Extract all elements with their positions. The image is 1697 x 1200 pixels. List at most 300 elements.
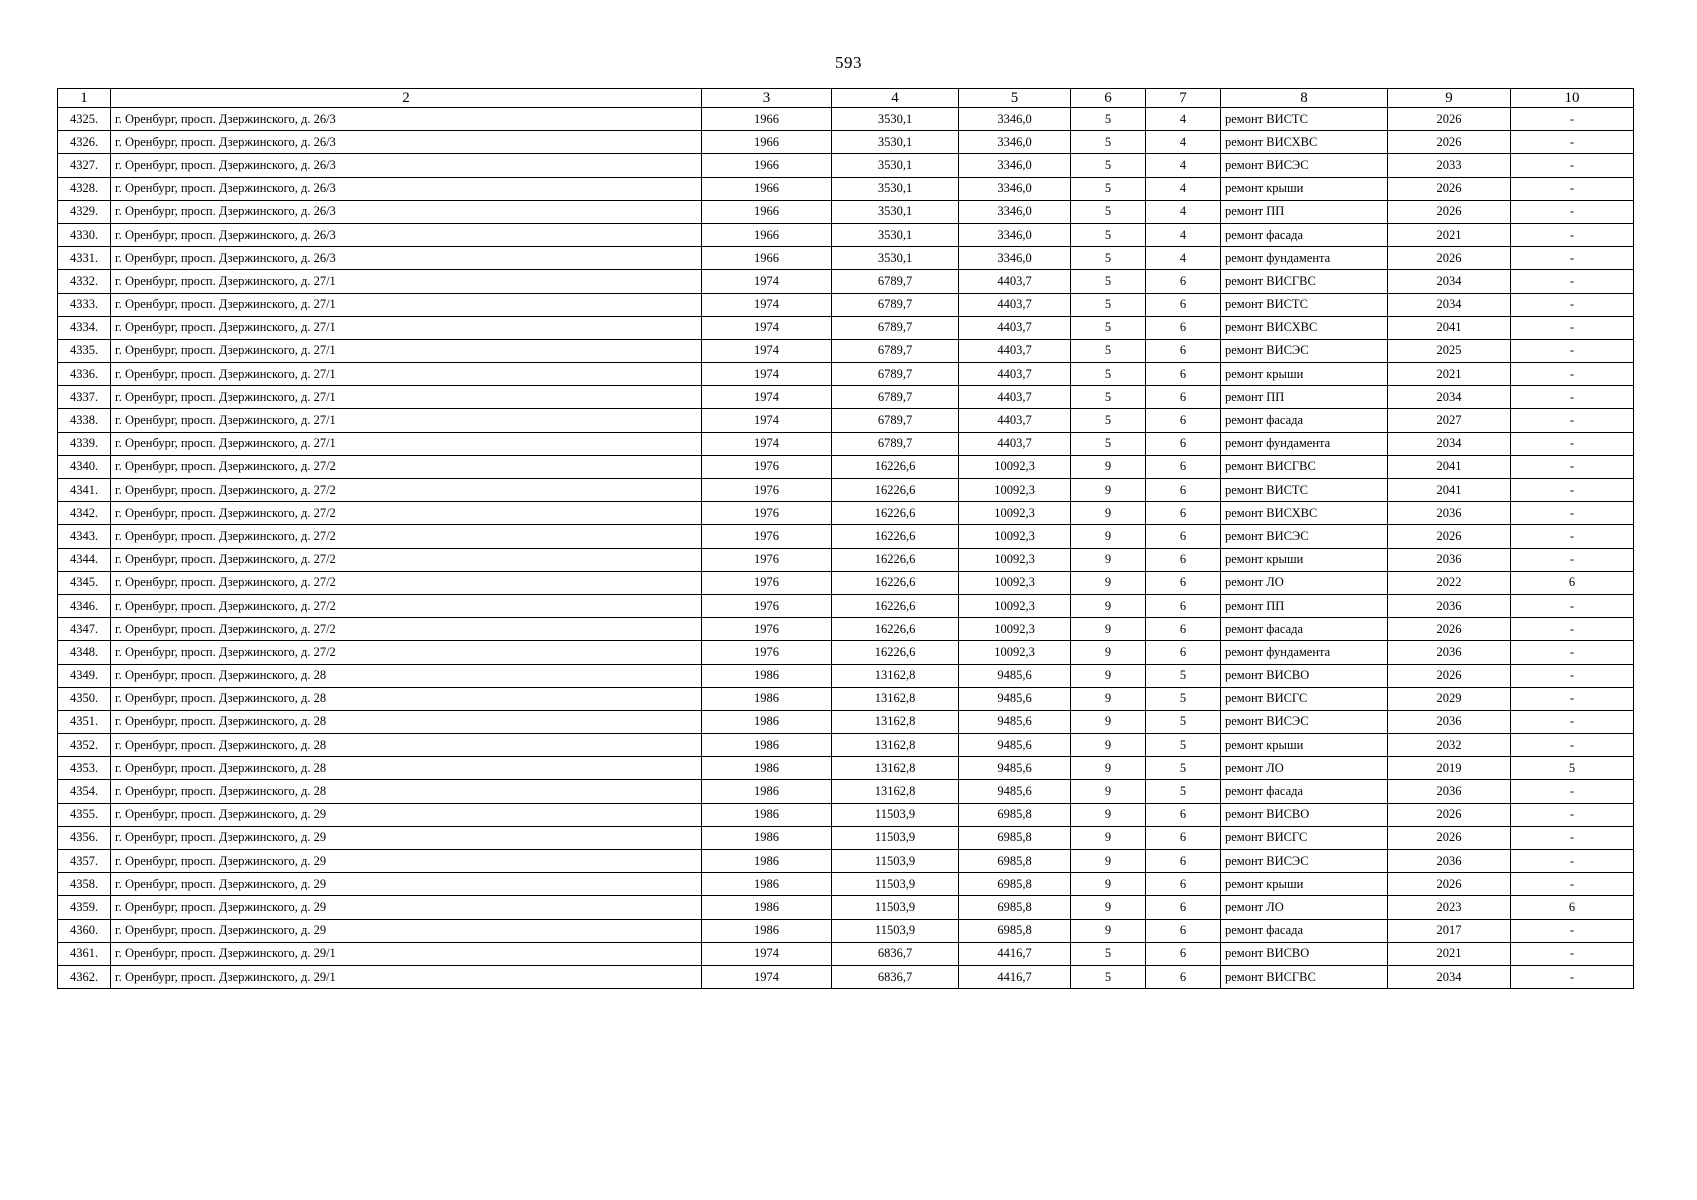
cell-total-area: 16226,6 xyxy=(832,594,959,617)
cell-floors: 9 xyxy=(1071,826,1146,849)
cell-floors: 5 xyxy=(1071,432,1146,455)
cell-plan-year: 2027 xyxy=(1388,409,1511,432)
cell-work-type: ремонт фундамента xyxy=(1221,641,1388,664)
cell-build-year: 1986 xyxy=(702,826,832,849)
cell-row-number: 4329. xyxy=(58,200,111,223)
cell-row-number: 4343. xyxy=(58,525,111,548)
table-row xyxy=(58,757,1634,780)
cell-floors: 5 xyxy=(1071,108,1146,131)
cell-plan-year: 2034 xyxy=(1388,965,1511,988)
cell-address: г. Оренбург, просп. Дзержинского, д. 27/2 xyxy=(111,618,702,641)
table-row xyxy=(58,942,1634,965)
cell-address: г. Оренбург, просп. Дзержинского, д. 27/2 xyxy=(111,571,702,594)
cell-living-area: 4403,7 xyxy=(959,409,1071,432)
cell-row-number: 4339. xyxy=(58,432,111,455)
cell-address: г. Оренбург, просп. Дзержинского, д. 27/2 xyxy=(111,525,702,548)
cell-address: г. Оренбург, просп. Дзержинского, д. 26/3 xyxy=(111,177,702,200)
cell-entrances: 6 xyxy=(1146,850,1221,873)
cell-build-year: 1986 xyxy=(702,780,832,803)
cell-elevators: - xyxy=(1511,316,1634,339)
cell-floors: 9 xyxy=(1071,687,1146,710)
cell-entrances: 4 xyxy=(1146,223,1221,246)
cell-elevators: - xyxy=(1511,154,1634,177)
cell-address: г. Оренбург, просп. Дзержинского, д. 29 xyxy=(111,826,702,849)
cell-entrances: 5 xyxy=(1146,734,1221,757)
cell-row-number: 4350. xyxy=(58,687,111,710)
header-col-elevators: 10 xyxy=(1511,89,1634,108)
cell-build-year: 1974 xyxy=(702,363,832,386)
cell-elevators: - xyxy=(1511,734,1634,757)
cell-elevators: 6 xyxy=(1511,571,1634,594)
cell-total-area: 11503,9 xyxy=(832,803,959,826)
cell-row-number: 4332. xyxy=(58,270,111,293)
cell-address: г. Оренбург, просп. Дзержинского, д. 27/1 xyxy=(111,432,702,455)
table-row xyxy=(58,200,1634,223)
cell-plan-year: 2036 xyxy=(1388,594,1511,617)
cell-work-type: ремонт ПП xyxy=(1221,386,1388,409)
cell-row-number: 4348. xyxy=(58,641,111,664)
cell-living-area: 3346,0 xyxy=(959,131,1071,154)
cell-living-area: 10092,3 xyxy=(959,479,1071,502)
cell-row-number: 4358. xyxy=(58,873,111,896)
cell-entrances: 6 xyxy=(1146,618,1221,641)
cell-entrances: 5 xyxy=(1146,710,1221,733)
cell-elevators: - xyxy=(1511,177,1634,200)
cell-floors: 5 xyxy=(1071,386,1146,409)
cell-work-type: ремонт ЛО xyxy=(1221,757,1388,780)
cell-living-area: 6985,8 xyxy=(959,850,1071,873)
cell-elevators: - xyxy=(1511,270,1634,293)
cell-plan-year: 2019 xyxy=(1388,757,1511,780)
table-row xyxy=(58,502,1634,525)
cell-plan-year: 2034 xyxy=(1388,270,1511,293)
cell-row-number: 4336. xyxy=(58,363,111,386)
cell-floors: 9 xyxy=(1071,803,1146,826)
cell-work-type: ремонт ВИСХВС xyxy=(1221,131,1388,154)
cell-floors: 9 xyxy=(1071,664,1146,687)
cell-plan-year: 2041 xyxy=(1388,455,1511,478)
cell-plan-year: 2017 xyxy=(1388,919,1511,942)
cell-elevators: - xyxy=(1511,502,1634,525)
cell-elevators: - xyxy=(1511,108,1634,131)
cell-elevators: - xyxy=(1511,873,1634,896)
cell-address: г. Оренбург, просп. Дзержинского, д. 27/1 xyxy=(111,293,702,316)
cell-living-area: 10092,3 xyxy=(959,618,1071,641)
cell-row-number: 4340. xyxy=(58,455,111,478)
table-row xyxy=(58,965,1634,988)
cell-plan-year: 2025 xyxy=(1388,339,1511,362)
cell-work-type: ремонт ВИСТС xyxy=(1221,108,1388,131)
cell-entrances: 6 xyxy=(1146,293,1221,316)
table-row xyxy=(58,687,1634,710)
cell-elevators: - xyxy=(1511,200,1634,223)
cell-entrances: 6 xyxy=(1146,270,1221,293)
cell-work-type: ремонт фасада xyxy=(1221,618,1388,641)
cell-entrances: 4 xyxy=(1146,131,1221,154)
cell-elevators: - xyxy=(1511,247,1634,270)
cell-plan-year: 2036 xyxy=(1388,850,1511,873)
repair-schedule-table xyxy=(57,88,1634,989)
cell-entrances: 6 xyxy=(1146,803,1221,826)
cell-floors: 5 xyxy=(1071,293,1146,316)
cell-work-type: ремонт ВИСЭС xyxy=(1221,710,1388,733)
table-row xyxy=(58,826,1634,849)
cell-entrances: 6 xyxy=(1146,316,1221,339)
cell-total-area: 13162,8 xyxy=(832,757,959,780)
cell-work-type: ремонт ЛО xyxy=(1221,896,1388,919)
cell-work-type: ремонт ВИСГС xyxy=(1221,826,1388,849)
table-row xyxy=(58,479,1634,502)
cell-row-number: 4330. xyxy=(58,223,111,246)
cell-address: г. Оренбург, просп. Дзержинского, д. 29 xyxy=(111,850,702,873)
cell-plan-year: 2026 xyxy=(1388,803,1511,826)
cell-entrances: 5 xyxy=(1146,687,1221,710)
cell-row-number: 4337. xyxy=(58,386,111,409)
cell-row-number: 4362. xyxy=(58,965,111,988)
cell-total-area: 6789,7 xyxy=(832,386,959,409)
cell-work-type: ремонт ВИСВО xyxy=(1221,803,1388,826)
cell-address: г. Оренбург, просп. Дзержинского, д. 29 xyxy=(111,896,702,919)
cell-row-number: 4346. xyxy=(58,594,111,617)
cell-address: г. Оренбург, просп. Дзержинского, д. 27/1 xyxy=(111,386,702,409)
cell-living-area: 6985,8 xyxy=(959,803,1071,826)
cell-living-area: 6985,8 xyxy=(959,896,1071,919)
cell-living-area: 3346,0 xyxy=(959,247,1071,270)
cell-entrances: 6 xyxy=(1146,525,1221,548)
table-row xyxy=(58,873,1634,896)
cell-elevators: - xyxy=(1511,548,1634,571)
table-body xyxy=(58,108,1634,989)
cell-build-year: 1986 xyxy=(702,850,832,873)
cell-plan-year: 2023 xyxy=(1388,896,1511,919)
cell-work-type: ремонт фасада xyxy=(1221,409,1388,432)
cell-address: г. Оренбург, просп. Дзержинского, д. 29/1 xyxy=(111,965,702,988)
table-row xyxy=(58,363,1634,386)
cell-floors: 9 xyxy=(1071,896,1146,919)
cell-address: г. Оренбург, просп. Дзержинского, д. 27/1 xyxy=(111,339,702,362)
cell-build-year: 1976 xyxy=(702,618,832,641)
cell-work-type: ремонт ПП xyxy=(1221,594,1388,617)
cell-total-area: 13162,8 xyxy=(832,710,959,733)
cell-elevators: - xyxy=(1511,432,1634,455)
cell-elevators: - xyxy=(1511,618,1634,641)
cell-elevators: - xyxy=(1511,386,1634,409)
cell-floors: 5 xyxy=(1071,200,1146,223)
table-row xyxy=(58,131,1634,154)
cell-entrances: 6 xyxy=(1146,594,1221,617)
cell-build-year: 1974 xyxy=(702,965,832,988)
cell-work-type: ремонт фундамента xyxy=(1221,247,1388,270)
cell-work-type: ремонт ВИСГВС xyxy=(1221,455,1388,478)
header-col-living-area: 5 xyxy=(959,89,1071,108)
table-row xyxy=(58,734,1634,757)
cell-floors: 9 xyxy=(1071,757,1146,780)
cell-work-type: ремонт ВИСЭС xyxy=(1221,154,1388,177)
cell-floors: 9 xyxy=(1071,734,1146,757)
cell-floors: 5 xyxy=(1071,154,1146,177)
cell-total-area: 3530,1 xyxy=(832,200,959,223)
cell-entrances: 5 xyxy=(1146,664,1221,687)
cell-address: г. Оренбург, просп. Дзержинского, д. 28 xyxy=(111,664,702,687)
cell-elevators: - xyxy=(1511,339,1634,362)
cell-work-type: ремонт ВИСЭС xyxy=(1221,339,1388,362)
cell-plan-year: 2036 xyxy=(1388,548,1511,571)
cell-plan-year: 2026 xyxy=(1388,664,1511,687)
cell-build-year: 1976 xyxy=(702,502,832,525)
cell-floors: 5 xyxy=(1071,223,1146,246)
cell-total-area: 6789,7 xyxy=(832,270,959,293)
cell-row-number: 4325. xyxy=(58,108,111,131)
cell-elevators: - xyxy=(1511,594,1634,617)
table-row xyxy=(58,710,1634,733)
cell-living-area: 9485,6 xyxy=(959,710,1071,733)
cell-living-area: 3346,0 xyxy=(959,200,1071,223)
cell-total-area: 13162,8 xyxy=(832,687,959,710)
cell-elevators: - xyxy=(1511,687,1634,710)
cell-floors: 9 xyxy=(1071,710,1146,733)
cell-total-area: 3530,1 xyxy=(832,223,959,246)
cell-floors: 5 xyxy=(1071,409,1146,432)
cell-living-area: 4403,7 xyxy=(959,432,1071,455)
cell-build-year: 1986 xyxy=(702,710,832,733)
table-row xyxy=(58,409,1634,432)
cell-row-number: 4333. xyxy=(58,293,111,316)
cell-total-area: 16226,6 xyxy=(832,548,959,571)
cell-total-area: 3530,1 xyxy=(832,247,959,270)
cell-total-area: 6789,7 xyxy=(832,316,959,339)
cell-build-year: 1974 xyxy=(702,293,832,316)
cell-plan-year: 2029 xyxy=(1388,687,1511,710)
cell-total-area: 6789,7 xyxy=(832,363,959,386)
cell-address: г. Оренбург, просп. Дзержинского, д. 26/3 xyxy=(111,154,702,177)
cell-build-year: 1974 xyxy=(702,432,832,455)
cell-entrances: 6 xyxy=(1146,502,1221,525)
cell-plan-year: 2032 xyxy=(1388,734,1511,757)
cell-living-area: 9485,6 xyxy=(959,687,1071,710)
cell-total-area: 6789,7 xyxy=(832,432,959,455)
cell-entrances: 6 xyxy=(1146,826,1221,849)
cell-total-area: 6836,7 xyxy=(832,942,959,965)
cell-work-type: ремонт крыши xyxy=(1221,734,1388,757)
cell-row-number: 4345. xyxy=(58,571,111,594)
cell-row-number: 4355. xyxy=(58,803,111,826)
cell-build-year: 1976 xyxy=(702,641,832,664)
cell-build-year: 1974 xyxy=(702,409,832,432)
cell-row-number: 4327. xyxy=(58,154,111,177)
table-row xyxy=(58,664,1634,687)
cell-plan-year: 2036 xyxy=(1388,780,1511,803)
cell-build-year: 1986 xyxy=(702,734,832,757)
cell-work-type: ремонт ВИСТС xyxy=(1221,479,1388,502)
table-row xyxy=(58,339,1634,362)
cell-work-type: ремонт ВИСГС xyxy=(1221,687,1388,710)
cell-elevators: - xyxy=(1511,826,1634,849)
table-row xyxy=(58,293,1634,316)
cell-floors: 5 xyxy=(1071,177,1146,200)
table-row xyxy=(58,386,1634,409)
cell-entrances: 4 xyxy=(1146,154,1221,177)
table-row xyxy=(58,641,1634,664)
cell-address: г. Оренбург, просп. Дзержинского, д. 29 xyxy=(111,919,702,942)
cell-row-number: 4342. xyxy=(58,502,111,525)
cell-living-area: 10092,3 xyxy=(959,525,1071,548)
cell-entrances: 4 xyxy=(1146,247,1221,270)
cell-living-area: 9485,6 xyxy=(959,734,1071,757)
cell-work-type: ремонт ВИСХВС xyxy=(1221,502,1388,525)
cell-address: г. Оренбург, просп. Дзержинского, д. 27/2 xyxy=(111,502,702,525)
cell-row-number: 4359. xyxy=(58,896,111,919)
cell-elevators: - xyxy=(1511,803,1634,826)
cell-row-number: 4328. xyxy=(58,177,111,200)
cell-build-year: 1976 xyxy=(702,594,832,617)
cell-floors: 5 xyxy=(1071,339,1146,362)
cell-elevators: - xyxy=(1511,223,1634,246)
cell-plan-year: 2036 xyxy=(1388,710,1511,733)
cell-elevators: - xyxy=(1511,780,1634,803)
cell-living-area: 6985,8 xyxy=(959,826,1071,849)
cell-entrances: 6 xyxy=(1146,641,1221,664)
table-row xyxy=(58,247,1634,270)
table-row xyxy=(58,919,1634,942)
cell-address: г. Оренбург, просп. Дзержинского, д. 26/3 xyxy=(111,131,702,154)
cell-total-area: 11503,9 xyxy=(832,896,959,919)
cell-floors: 5 xyxy=(1071,131,1146,154)
cell-total-area: 3530,1 xyxy=(832,177,959,200)
cell-elevators: - xyxy=(1511,919,1634,942)
cell-build-year: 1966 xyxy=(702,108,832,131)
cell-total-area: 11503,9 xyxy=(832,919,959,942)
cell-build-year: 1974 xyxy=(702,316,832,339)
cell-address: г. Оренбург, просп. Дзержинского, д. 28 xyxy=(111,734,702,757)
cell-build-year: 1986 xyxy=(702,803,832,826)
cell-row-number: 4352. xyxy=(58,734,111,757)
cell-build-year: 1966 xyxy=(702,223,832,246)
cell-living-area: 10092,3 xyxy=(959,571,1071,594)
cell-build-year: 1966 xyxy=(702,131,832,154)
cell-address: г. Оренбург, просп. Дзержинского, д. 27/1 xyxy=(111,363,702,386)
cell-plan-year: 2022 xyxy=(1388,571,1511,594)
cell-row-number: 4360. xyxy=(58,919,111,942)
cell-elevators: - xyxy=(1511,942,1634,965)
table-row xyxy=(58,316,1634,339)
cell-living-area: 3346,0 xyxy=(959,108,1071,131)
cell-living-area: 4403,7 xyxy=(959,363,1071,386)
cell-total-area: 16226,6 xyxy=(832,525,959,548)
cell-floors: 9 xyxy=(1071,850,1146,873)
cell-living-area: 4403,7 xyxy=(959,339,1071,362)
cell-plan-year: 2021 xyxy=(1388,942,1511,965)
cell-elevators: - xyxy=(1511,525,1634,548)
cell-elevators: 6 xyxy=(1511,896,1634,919)
cell-row-number: 4334. xyxy=(58,316,111,339)
table-row xyxy=(58,594,1634,617)
cell-address: г. Оренбург, просп. Дзержинского, д. 28 xyxy=(111,780,702,803)
cell-work-type: ремонт фасада xyxy=(1221,223,1388,246)
cell-entrances: 6 xyxy=(1146,339,1221,362)
table-row xyxy=(58,154,1634,177)
cell-row-number: 4338. xyxy=(58,409,111,432)
cell-entrances: 6 xyxy=(1146,479,1221,502)
cell-entrances: 6 xyxy=(1146,919,1221,942)
cell-plan-year: 2034 xyxy=(1388,432,1511,455)
cell-total-area: 13162,8 xyxy=(832,664,959,687)
cell-total-area: 16226,6 xyxy=(832,571,959,594)
cell-plan-year: 2033 xyxy=(1388,154,1511,177)
cell-build-year: 1976 xyxy=(702,548,832,571)
cell-total-area: 16226,6 xyxy=(832,479,959,502)
cell-total-area: 3530,1 xyxy=(832,131,959,154)
cell-floors: 9 xyxy=(1071,548,1146,571)
cell-entrances: 6 xyxy=(1146,432,1221,455)
cell-work-type: ремонт фасада xyxy=(1221,780,1388,803)
cell-elevators: - xyxy=(1511,363,1634,386)
cell-work-type: ремонт ВИСГВС xyxy=(1221,270,1388,293)
cell-plan-year: 2021 xyxy=(1388,363,1511,386)
header-col-floors: 6 xyxy=(1071,89,1146,108)
cell-total-area: 11503,9 xyxy=(832,826,959,849)
cell-floors: 9 xyxy=(1071,455,1146,478)
cell-build-year: 1986 xyxy=(702,757,832,780)
cell-entrances: 6 xyxy=(1146,363,1221,386)
cell-row-number: 4335. xyxy=(58,339,111,362)
cell-living-area: 4403,7 xyxy=(959,270,1071,293)
cell-work-type: ремонт крыши xyxy=(1221,548,1388,571)
cell-build-year: 1986 xyxy=(702,873,832,896)
table-row xyxy=(58,896,1634,919)
table-row xyxy=(58,525,1634,548)
cell-address: г. Оренбург, просп. Дзержинского, д. 27/2 xyxy=(111,548,702,571)
cell-living-area: 10092,3 xyxy=(959,641,1071,664)
page-number: 593 xyxy=(835,53,862,72)
cell-row-number: 4357. xyxy=(58,850,111,873)
cell-plan-year: 2041 xyxy=(1388,479,1511,502)
cell-entrances: 6 xyxy=(1146,409,1221,432)
cell-address: г. Оренбург, просп. Дзержинского, д. 27/1 xyxy=(111,270,702,293)
cell-plan-year: 2026 xyxy=(1388,177,1511,200)
cell-work-type: ремонт ВИСЭС xyxy=(1221,850,1388,873)
cell-entrances: 4 xyxy=(1146,108,1221,131)
cell-total-area: 3530,1 xyxy=(832,108,959,131)
cell-address: г. Оренбург, просп. Дзержинского, д. 27/2 xyxy=(111,455,702,478)
cell-total-area: 11503,9 xyxy=(832,850,959,873)
cell-build-year: 1974 xyxy=(702,339,832,362)
cell-address: г. Оренбург, просп. Дзержинского, д. 29/1 xyxy=(111,942,702,965)
cell-living-area: 10092,3 xyxy=(959,502,1071,525)
cell-build-year: 1986 xyxy=(702,896,832,919)
cell-living-area: 4403,7 xyxy=(959,316,1071,339)
cell-entrances: 5 xyxy=(1146,780,1221,803)
cell-entrances: 6 xyxy=(1146,965,1221,988)
cell-floors: 5 xyxy=(1071,247,1146,270)
cell-row-number: 4331. xyxy=(58,247,111,270)
cell-row-number: 4347. xyxy=(58,618,111,641)
cell-address: г. Оренбург, просп. Дзержинского, д. 29 xyxy=(111,803,702,826)
cell-elevators: - xyxy=(1511,641,1634,664)
cell-build-year: 1966 xyxy=(702,247,832,270)
cell-address: г. Оренбург, просп. Дзержинского, д. 26/3 xyxy=(111,247,702,270)
cell-elevators: - xyxy=(1511,455,1634,478)
cell-row-number: 4349. xyxy=(58,664,111,687)
cell-total-area: 6836,7 xyxy=(832,965,959,988)
cell-entrances: 6 xyxy=(1146,455,1221,478)
cell-work-type: ремонт ВИСГВС xyxy=(1221,965,1388,988)
cell-floors: 9 xyxy=(1071,479,1146,502)
cell-elevators: - xyxy=(1511,293,1634,316)
cell-address: г. Оренбург, просп. Дзержинского, д. 27/1 xyxy=(111,409,702,432)
cell-build-year: 1974 xyxy=(702,386,832,409)
cell-plan-year: 2026 xyxy=(1388,108,1511,131)
header-col-entrances: 7 xyxy=(1146,89,1221,108)
